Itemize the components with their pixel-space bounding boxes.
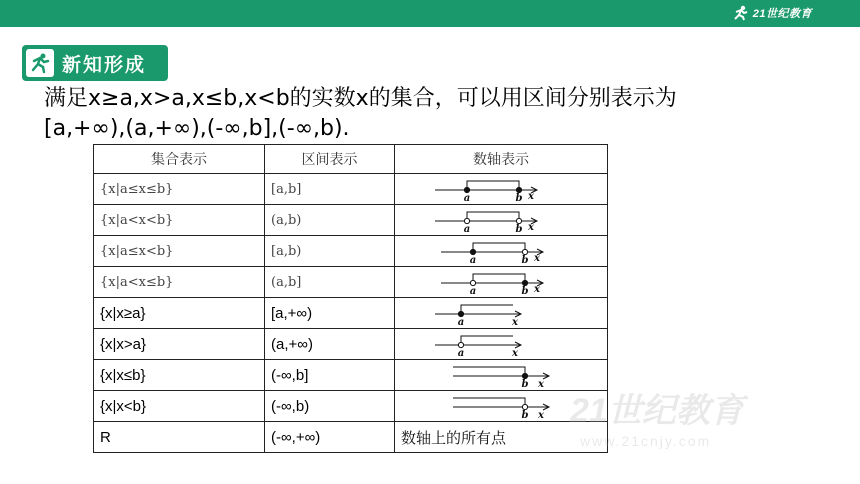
interval-bracket xyxy=(467,212,519,221)
endpoint-a xyxy=(470,249,475,254)
ray-bracket xyxy=(461,336,513,345)
number-line-cell xyxy=(395,236,608,267)
header-interval-notation: 区间表示 xyxy=(265,145,395,174)
svg-text:www.21cnjy.com: www.21cnjy.com xyxy=(580,433,712,449)
interval-bracket xyxy=(473,274,525,283)
ray-bracket xyxy=(453,398,525,407)
endpoint-a xyxy=(464,187,469,192)
number-line-cell xyxy=(395,174,608,205)
table-row xyxy=(94,391,608,422)
intro-paragraph xyxy=(44,84,844,144)
number-line-cell xyxy=(395,329,608,360)
set-notation-cell: R xyxy=(94,422,265,453)
label-x: x xyxy=(534,284,540,295)
brand-logo-text: 21世纪教育 xyxy=(752,8,812,20)
table-row xyxy=(94,205,608,236)
set-notation-cell: {x|a<x<b} xyxy=(94,205,265,236)
number-line-cell xyxy=(395,360,608,391)
set-notation-cell: {x|x≥a} xyxy=(94,298,265,329)
interval-notation-cell: (-∞,b) xyxy=(265,391,395,422)
ray-bracket xyxy=(461,305,513,314)
label-x: x xyxy=(534,253,540,264)
endpoint-b xyxy=(522,404,527,409)
table-row xyxy=(94,236,608,267)
table-row xyxy=(94,422,608,453)
interval-notation-cell: (a,b] xyxy=(265,267,395,298)
endpoint-a xyxy=(458,311,463,316)
interval-notation-cell: [a,+∞) xyxy=(265,298,395,329)
header-set-notation: 集合表示 xyxy=(94,145,265,174)
table-row xyxy=(94,360,608,391)
interval-notation-cell: (-∞,+∞) xyxy=(265,422,395,453)
number-line xyxy=(401,236,608,266)
label-a: a xyxy=(463,193,471,204)
interval-notation-cell: [a,b) xyxy=(265,236,395,267)
label-b: b xyxy=(521,286,529,297)
label-x: x xyxy=(538,410,544,421)
interval-notation-cell: (a,+∞) xyxy=(265,329,395,360)
number-line xyxy=(401,391,608,421)
interval-notation-cell: (-∞,b] xyxy=(265,360,395,391)
interval-notation-cell: [a,b] xyxy=(265,174,395,205)
number-line xyxy=(401,267,608,297)
interval-table xyxy=(93,144,608,453)
endpoint-a xyxy=(458,342,463,347)
number-line-cell xyxy=(395,298,608,329)
table-row xyxy=(94,174,608,205)
runner-icon xyxy=(26,49,54,77)
label-x: x xyxy=(512,348,518,359)
label-x: x xyxy=(512,317,518,328)
label-b: b xyxy=(521,255,529,266)
set-notation-cell: {x|a≤x≤b} xyxy=(94,174,265,205)
set-notation-cell: {x|x<b} xyxy=(94,391,265,422)
endpoint-b xyxy=(522,280,527,285)
ray-bracket xyxy=(453,367,525,376)
set-notation-cell: {x|x≤b} xyxy=(94,360,265,391)
label-x: x xyxy=(538,379,544,390)
interval-bracket xyxy=(467,181,519,190)
table-row xyxy=(94,298,608,329)
intro-line-2: [a,+∞),(a,+∞),(-∞,b],(-∞,b). xyxy=(44,116,350,141)
label-a: a xyxy=(469,255,477,266)
endpoint-a xyxy=(470,280,475,285)
set-notation-cell: {x|x>a} xyxy=(94,329,265,360)
set-notation-cell: {x|a<x≤b} xyxy=(94,267,265,298)
label-b: b xyxy=(515,224,523,235)
number-line xyxy=(401,360,608,390)
label-x: x xyxy=(528,222,534,233)
endpoint-a xyxy=(464,218,469,223)
number-line xyxy=(401,329,608,359)
label-a: a xyxy=(469,286,477,297)
number-line-cell xyxy=(395,267,608,298)
interval-bracket xyxy=(473,243,525,252)
intro-line-1: 满足x≥a,x>a,x≤b,x<b的实数x的集合，可以用区间分别表示为 xyxy=(44,86,677,111)
number-line-text-cell: 数轴上的所有点 xyxy=(395,422,608,453)
top-bar xyxy=(0,0,860,27)
label-b: b xyxy=(521,410,529,421)
label-x: x xyxy=(528,191,534,202)
set-notation-cell: {x|a≤x<b} xyxy=(94,236,265,267)
endpoint-b xyxy=(516,187,521,192)
interval-notation-cell: (a,b) xyxy=(265,205,395,236)
header-number-line: 数轴表示 xyxy=(395,145,608,174)
label-a: a xyxy=(457,348,465,359)
table-row xyxy=(94,329,608,360)
number-line xyxy=(401,205,608,235)
number-line-cell xyxy=(395,205,608,236)
brand-logo xyxy=(732,3,812,23)
section-badge xyxy=(22,45,168,81)
number-line xyxy=(401,174,608,204)
label-a: a xyxy=(463,224,471,235)
label-b: b xyxy=(515,193,523,204)
endpoint-b xyxy=(522,249,527,254)
section-title: 新知形成 xyxy=(62,53,147,76)
runner-logo-icon xyxy=(732,5,750,21)
endpoint-b xyxy=(522,373,527,378)
table-header-row xyxy=(94,145,608,174)
number-line-cell xyxy=(395,391,608,422)
endpoint-b xyxy=(516,218,521,223)
number-line xyxy=(401,298,608,328)
label-b: b xyxy=(521,379,529,390)
table-row xyxy=(94,267,608,298)
label-a: a xyxy=(457,317,465,328)
svg-text:21世纪教育: 21世纪教育 xyxy=(570,392,744,430)
